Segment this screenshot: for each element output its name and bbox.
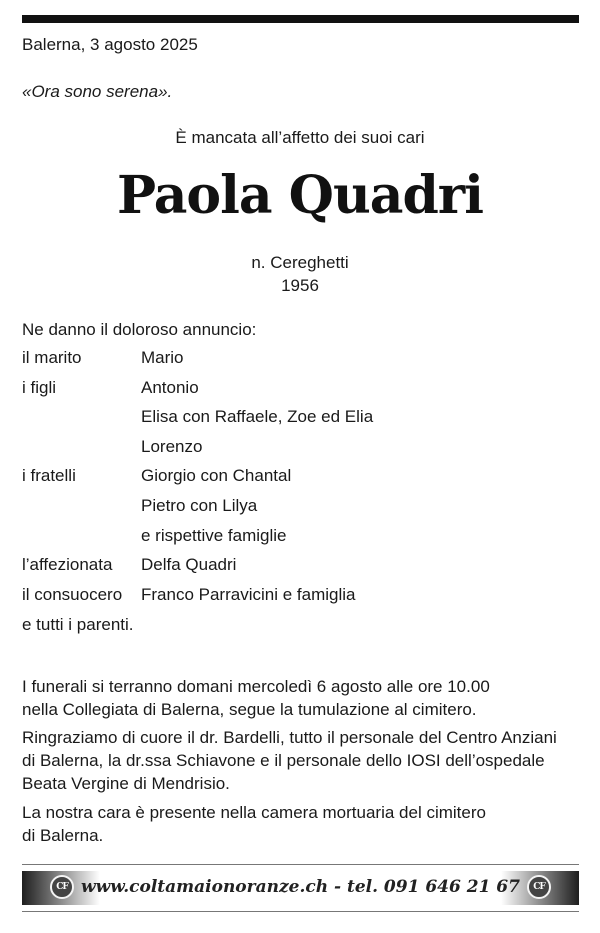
thanks-line: di Balerna, la dr.ssa Schiavone e il personale dello IOSI dell’ospedale [22,751,545,770]
mortuary-line: di Balerna. [22,826,104,845]
family-relation: il consuocero [22,584,123,604]
footer-contact: www.coltamaionoranze.ch - tel. 091 646 21 67 [81,877,520,897]
maiden-name: n. Cereghetti [251,253,349,272]
family-names: Giorgio con Chantal [141,466,292,486]
family-names: Elisa con Raffaele, Zoe ed Elia [141,407,374,427]
family-relation: l’affezionata [22,555,113,575]
deceased-details [0,251,600,297]
family-names: Lorenzo [141,436,203,456]
funeral-home-logo-icon: CF [50,875,74,899]
family-relation: i figli [22,377,57,397]
family-names: Antonio [141,377,199,397]
footer-bar [22,871,579,905]
top-border-rule [22,15,579,23]
family-names: Delfa Quadri [141,555,237,575]
family-names: Mario [141,348,184,367]
funeral-line: nella Collegiata di Balerna, segue la tumulazione al cimitero. [22,700,477,719]
mortuary-line: La nostra cara è presente nella camera mortuaria del cimitero [22,803,486,822]
thanks-paragraph [22,726,582,795]
thanks-line: Beata Vergine di Mendrisio. [22,774,230,793]
footer-bottom-rule [22,911,579,912]
quote: «Ora sono serena». [22,82,173,101]
funeral-paragraph [22,675,582,721]
announcement: Ne danno il doloroso annuncio: [22,320,257,339]
intro-text: È mancata all’affetto dei suoi cari [175,128,425,147]
funeral-line: I funerali si terranno domani mercoledì 6 agosto alle ore 10.00 [22,677,490,696]
family-names: Pietro con Lilya [141,495,258,515]
footer-top-rule [22,864,579,865]
mortuary-paragraph [22,801,582,847]
deceased-name: Paola Quadri [117,165,483,226]
birth-year: 1956 [281,276,319,295]
thanks-line: Ringraziamo di cuore il dr. Bardelli, tutto il personale del Centro Anziani [22,728,557,747]
family-names: Franco Parravicini e famiglia [141,584,356,604]
family-relation: i fratelli [22,466,76,486]
funeral-home-logo-icon: CF [527,875,551,899]
all-relatives: e tutti i parenti. [22,615,134,634]
place-date: Balerna, 3 agosto 2025 [22,35,198,54]
family-names: e rispettive famiglie [141,525,287,545]
family-relation: il marito [22,348,82,367]
